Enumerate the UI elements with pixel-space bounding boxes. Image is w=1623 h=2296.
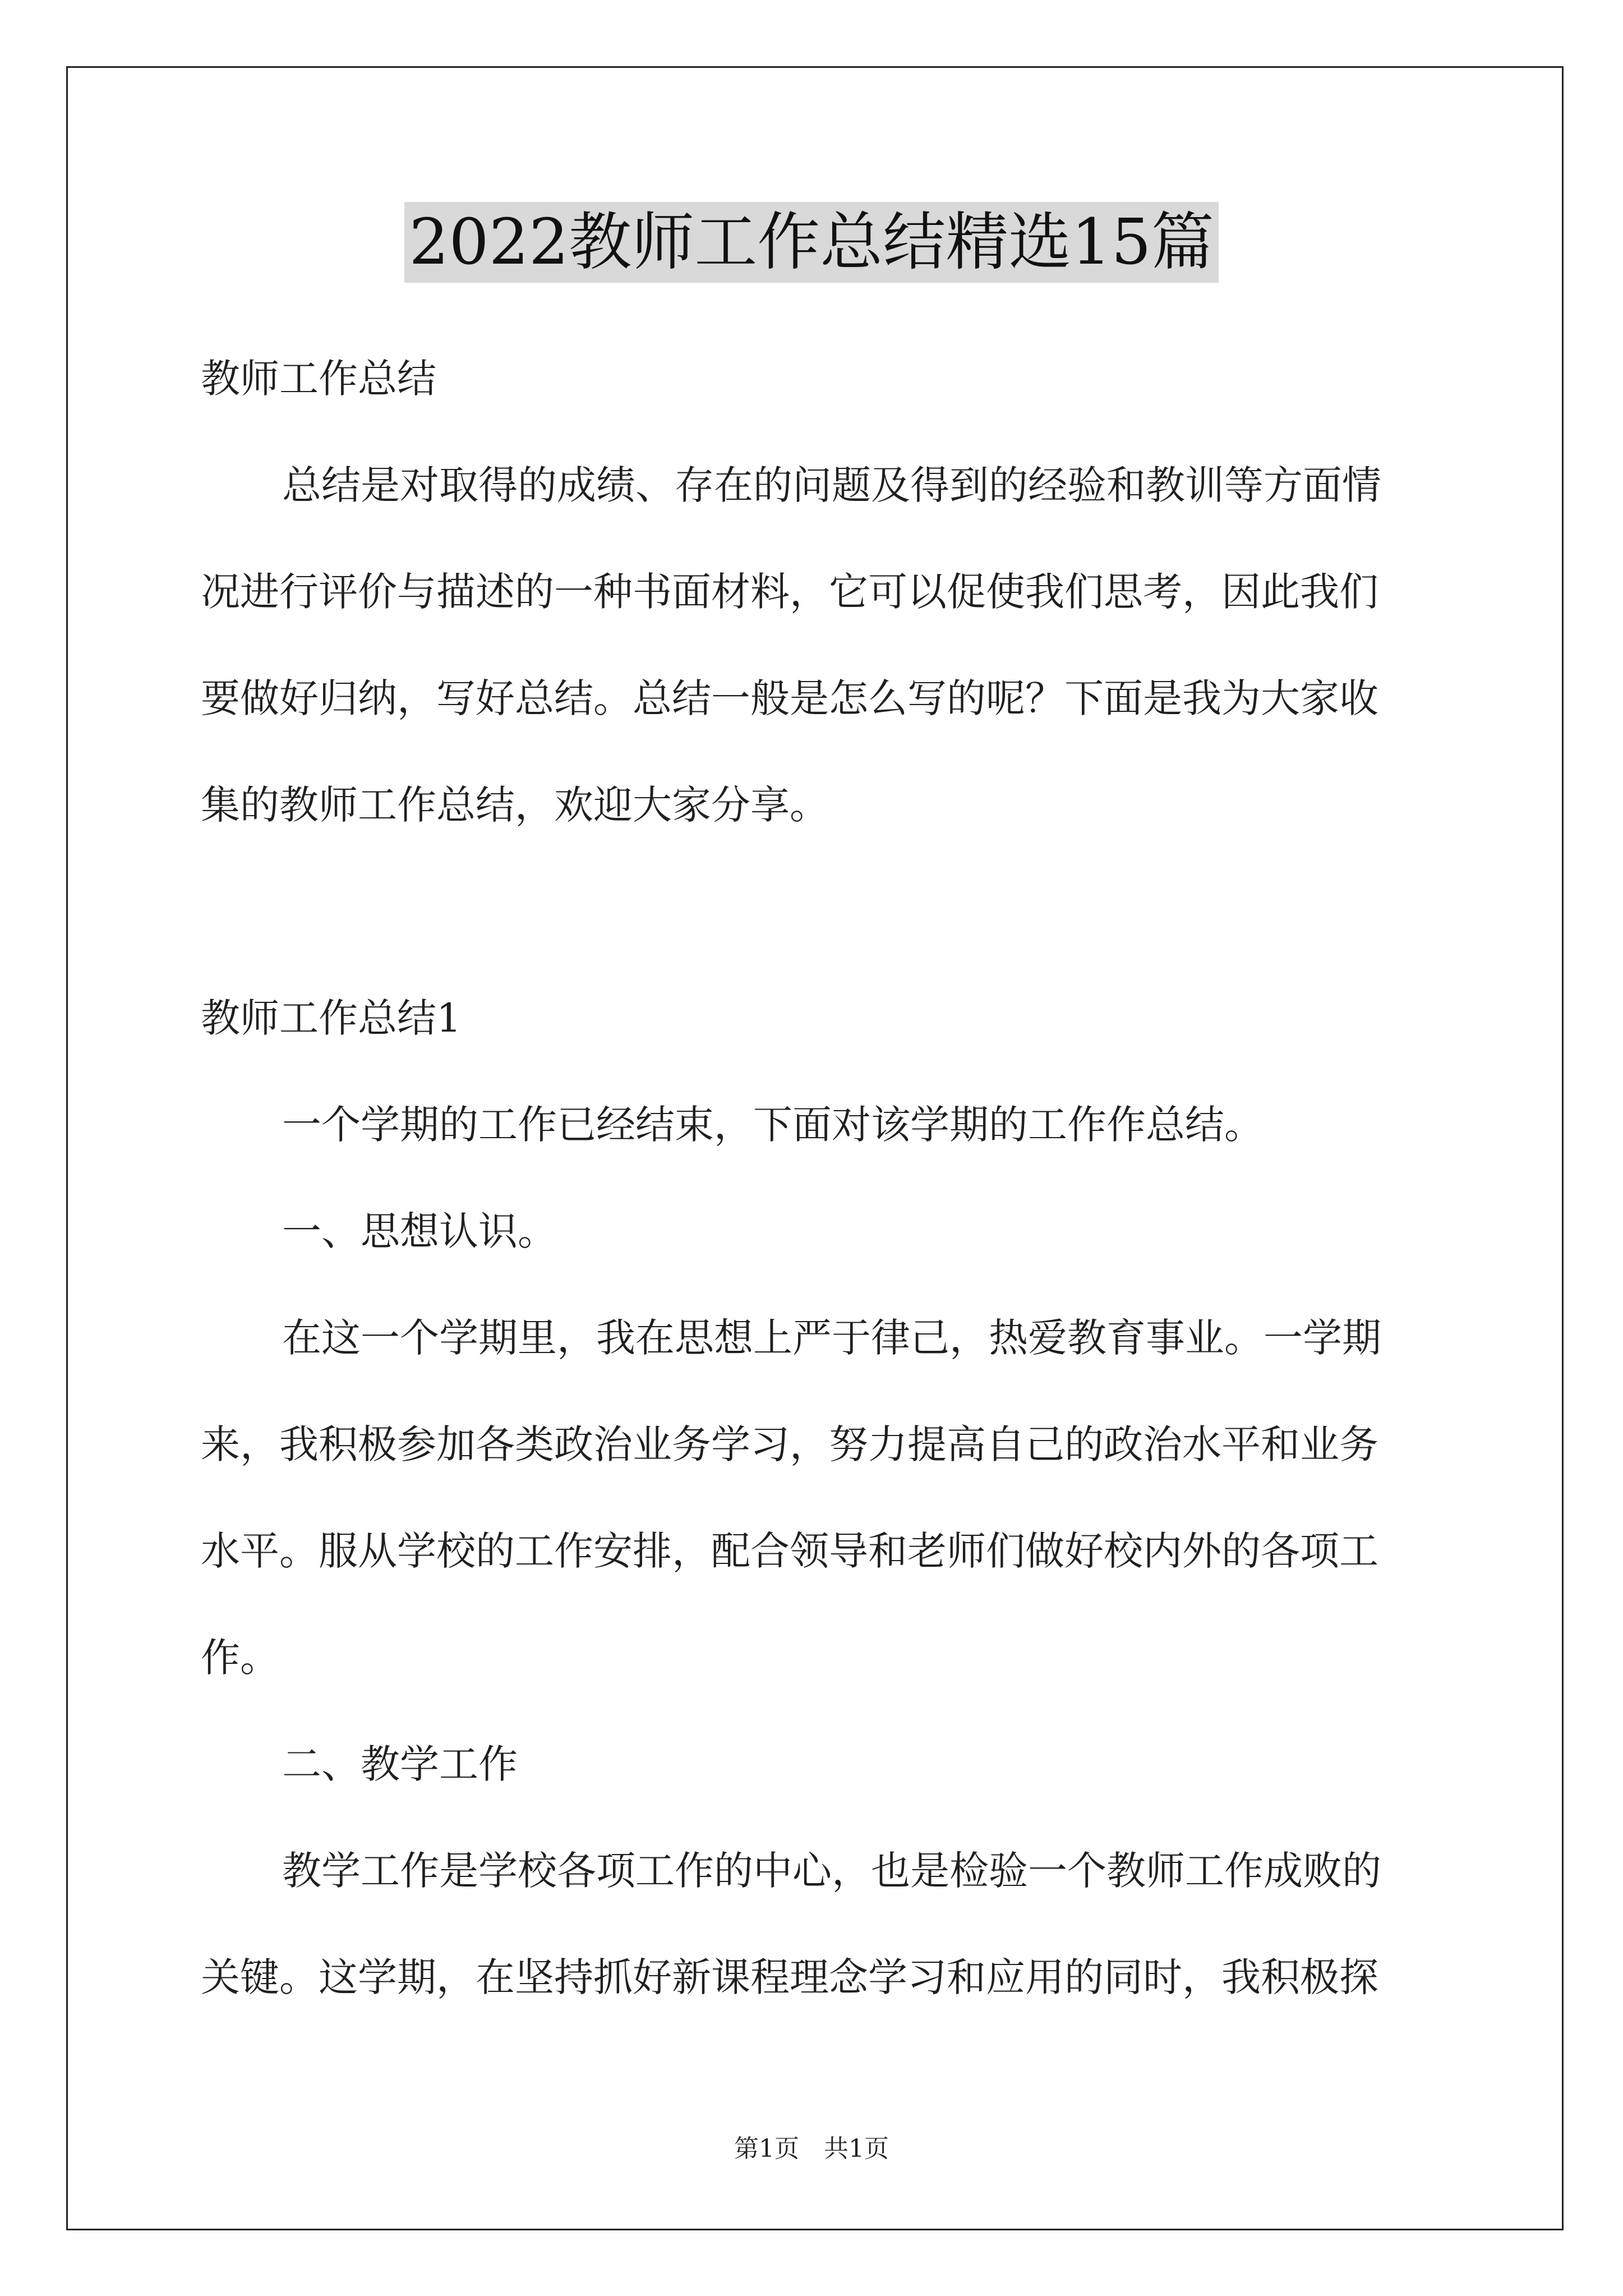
subheading: 一、思想认识。 <box>282 1208 557 1254</box>
paragraph-line: 一个学期的工作已经结束，下面对该学期的工作作总结。 <box>282 1102 1264 1148</box>
paragraph-line: 来，我积极参加各类政治业务学习，努力提高自己的政治水平和业务 <box>201 1421 1378 1467</box>
paragraph-line: 况进行评价与描述的一种书面材料，它可以促使我们思考，因此我们 <box>201 569 1378 615</box>
subheading: 二、教学工作 <box>282 1741 518 1787</box>
paragraph-line: 总结是对取得的成绩、存在的问题及得到的经验和教训等方面情 <box>282 462 1381 508</box>
paragraph-line: 水平。服从学校的工作安排，配合领导和老师们做好校内外的各项工 <box>201 1528 1378 1574</box>
paragraph-line: 关键。这学期，在坚持抓好新课程理念学习和应用的同时，我积极探 <box>201 1954 1378 2000</box>
paragraph-line: 教学工作是学校各项工作的中心，也是检验一个教师工作成败的 <box>282 1848 1381 1894</box>
paragraph-line: 集的教师工作总结，欢迎大家分享。 <box>201 782 829 828</box>
document-title: 2022教师工作总结精选15篇 <box>404 202 1219 283</box>
paragraph-line: 要做好归纳，写好总结。总结一般是怎么写的呢？下面是我为大家收 <box>201 675 1378 721</box>
section-heading: 教师工作总结1 <box>201 995 462 1041</box>
section-heading: 教师工作总结 <box>201 356 436 402</box>
title-container <box>0 202 1623 283</box>
paragraph-line: 在这一个学期里，我在思想上严于律己，热爱教育事业。一学期 <box>282 1315 1381 1361</box>
paragraph-line: 作。 <box>201 1635 279 1681</box>
page-footer: 第1页 共1页 <box>734 2134 889 2163</box>
